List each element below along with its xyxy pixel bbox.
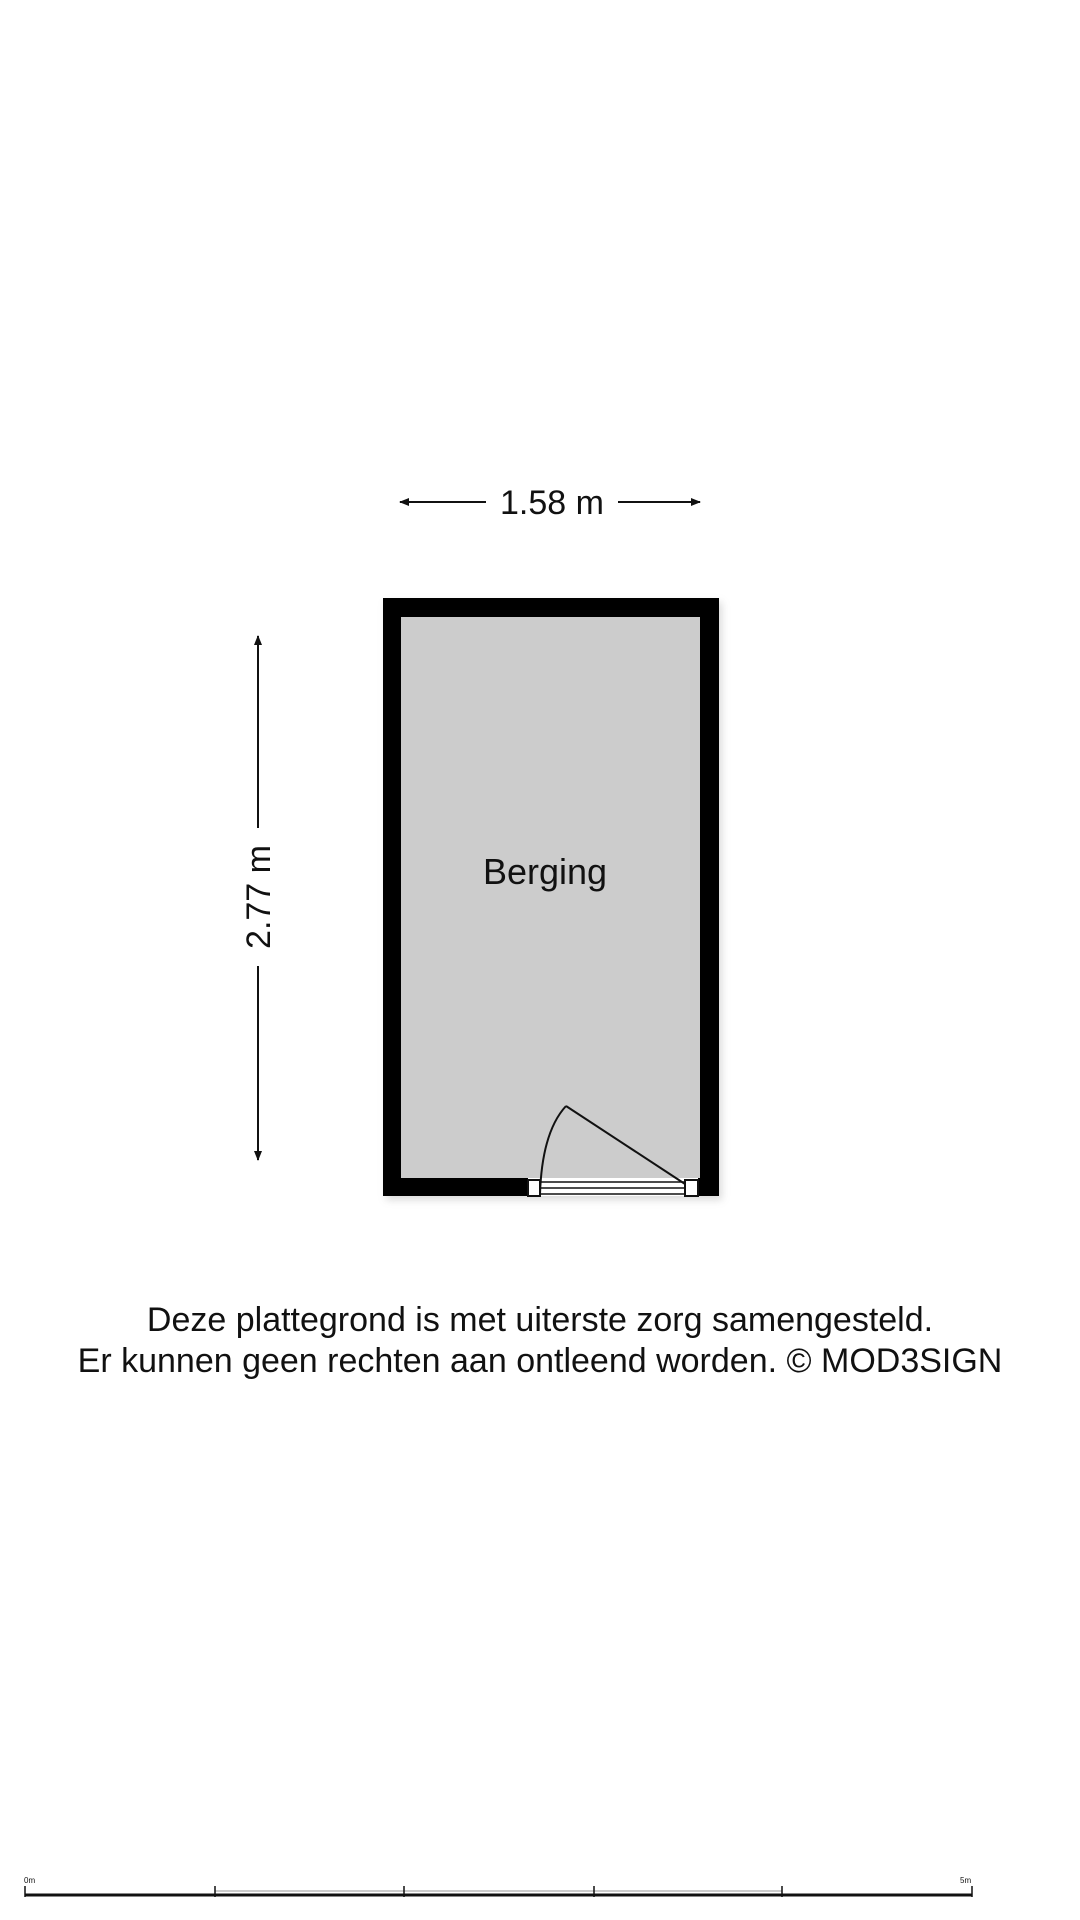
door-jamb-right (685, 1180, 698, 1196)
room-berging (383, 598, 722, 1200)
room-label: Berging (482, 851, 608, 892)
scale-bar-end-label: 5m (960, 1876, 972, 1885)
scale-bar-start-label: 0m (24, 1876, 36, 1885)
disclaimer (0, 1300, 1080, 1382)
scale-bar (24, 1876, 972, 1897)
height-label: 2.77 m (240, 845, 278, 949)
height-dimension (240, 636, 278, 1160)
door-jamb-left (528, 1180, 540, 1196)
disclaimer-line-1: Deze plattegrond is met uiterste zorg samengesteld. (146, 1301, 934, 1339)
disclaimer-line-2: Er kunnen geen rechten aan ontleend worden. © MOD3SIGN (77, 1342, 1003, 1380)
width-dimension (400, 484, 700, 522)
width-label: 1.58 m (500, 484, 604, 522)
room-floor (401, 617, 700, 1178)
